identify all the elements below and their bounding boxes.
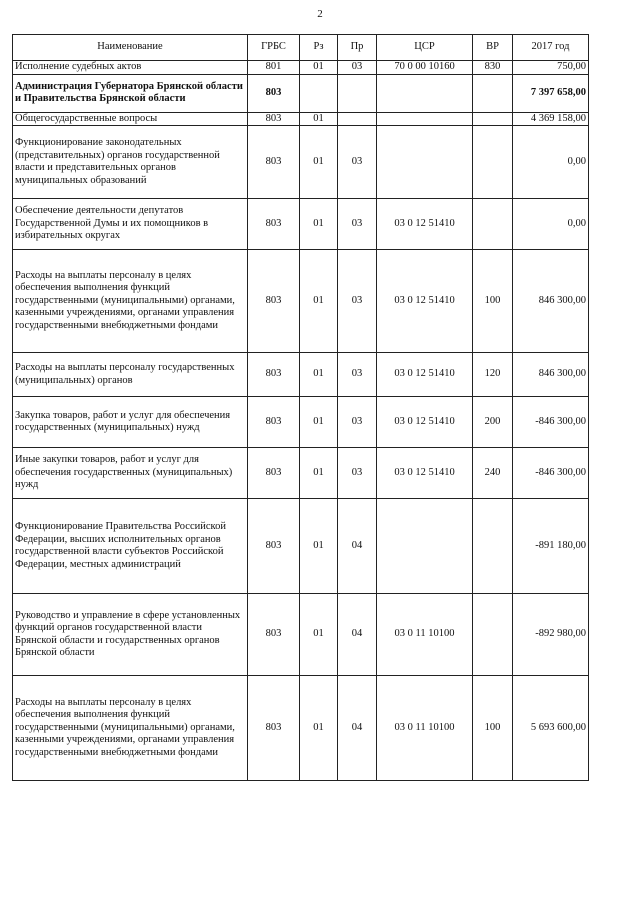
budget-table: [12, 34, 589, 781]
row-rz: [300, 74, 338, 112]
row-amount: 750,00: [513, 61, 589, 75]
header-csr: ЦСР: [377, 35, 473, 61]
row-name: Расходы на выплаты персоналу в целях обеспечения выполнения функций государственными (муниципальными) органами, казенными учреждениями, органами управления государственными внебюджетными фондами: [13, 676, 248, 781]
row-pr: 03: [338, 199, 377, 250]
header-rz: Рз: [300, 35, 338, 61]
row-vr: 830: [473, 61, 513, 75]
row-rz: 01: [300, 250, 338, 353]
row-pr: 03: [338, 353, 377, 397]
row-amount: 4 369 158,00: [513, 112, 589, 126]
row-grbs: 803: [248, 126, 300, 199]
row-vr: [473, 112, 513, 126]
table-row: [13, 199, 589, 250]
table-header-row: [13, 35, 589, 61]
row-amount: -846 300,00: [513, 448, 589, 499]
row-pr: 03: [338, 250, 377, 353]
row-pr: 04: [338, 499, 377, 594]
table-row: [13, 353, 589, 397]
row-name: Функционирование Правительства Российской Федерации, высших исполнительных органов государственной власти субъектов Российской Федерации, местных администраций: [13, 499, 248, 594]
row-pr: [338, 74, 377, 112]
row-grbs: 803: [248, 448, 300, 499]
row-amount: -891 180,00: [513, 499, 589, 594]
row-pr: 03: [338, 61, 377, 75]
row-vr: 200: [473, 397, 513, 448]
header-name: Наименование: [13, 35, 248, 61]
table-row: [13, 74, 589, 112]
row-vr: 100: [473, 250, 513, 353]
row-amount: 846 300,00: [513, 250, 589, 353]
row-csr: 03 0 12 51410: [377, 397, 473, 448]
table-row: [13, 112, 589, 126]
row-grbs: 801: [248, 61, 300, 75]
row-amount: -892 980,00: [513, 594, 589, 676]
row-name: Администрация Губернатора Брянской области и Правительства Брянской области: [13, 74, 248, 112]
row-name: Иные закупки товаров, работ и услуг для обеспечения государственных (муниципальных) нужд: [13, 448, 248, 499]
row-pr: [338, 112, 377, 126]
row-name: Расходы на выплаты персоналу государственных (муниципальных) органов: [13, 353, 248, 397]
row-rz: 01: [300, 353, 338, 397]
row-rz: 01: [300, 499, 338, 594]
row-rz: 01: [300, 126, 338, 199]
row-pr: 04: [338, 594, 377, 676]
row-rz: 01: [300, 199, 338, 250]
row-grbs: 803: [248, 250, 300, 353]
row-name: Закупка товаров, работ и услуг для обеспечения государственных (муниципальных) нужд: [13, 397, 248, 448]
row-vr: [473, 594, 513, 676]
row-rz: 01: [300, 112, 338, 126]
row-csr: 03 0 12 51410: [377, 448, 473, 499]
row-pr: 03: [338, 397, 377, 448]
row-vr: [473, 199, 513, 250]
row-vr: 120: [473, 353, 513, 397]
header-pr: Пр: [338, 35, 377, 61]
table-row: [13, 499, 589, 594]
row-amount: 0,00: [513, 126, 589, 199]
header-year: 2017 год: [513, 35, 589, 61]
table-row: [13, 61, 589, 75]
row-amount: -846 300,00: [513, 397, 589, 448]
table-row: [13, 397, 589, 448]
row-csr: [377, 126, 473, 199]
row-amount: 7 397 658,00: [513, 74, 589, 112]
row-vr: 100: [473, 676, 513, 781]
row-grbs: 803: [248, 676, 300, 781]
row-pr: 04: [338, 676, 377, 781]
row-grbs: 803: [248, 112, 300, 126]
row-pr: 03: [338, 126, 377, 199]
table-row: [13, 126, 589, 199]
header-vr: ВР: [473, 35, 513, 61]
row-csr: 70 0 00 10160: [377, 61, 473, 75]
row-amount: 0,00: [513, 199, 589, 250]
row-csr: 03 0 11 10100: [377, 676, 473, 781]
row-vr: [473, 74, 513, 112]
row-pr: 03: [338, 448, 377, 499]
row-name: Общегосударственные вопросы: [13, 112, 248, 126]
row-csr: 03 0 12 51410: [377, 199, 473, 250]
row-grbs: 803: [248, 499, 300, 594]
row-rz: 01: [300, 594, 338, 676]
row-csr: 03 0 11 10100: [377, 594, 473, 676]
row-csr: 03 0 12 51410: [377, 353, 473, 397]
header-grbs: ГРБС: [248, 35, 300, 61]
row-csr: [377, 74, 473, 112]
table-row: [13, 594, 589, 676]
row-grbs: 803: [248, 353, 300, 397]
row-rz: 01: [300, 61, 338, 75]
row-vr: 240: [473, 448, 513, 499]
row-vr: [473, 499, 513, 594]
row-amount: 5 693 600,00: [513, 676, 589, 781]
row-rz: 01: [300, 397, 338, 448]
row-grbs: 803: [248, 397, 300, 448]
row-grbs: 803: [248, 199, 300, 250]
row-name: Обеспечение деятельности депутатов Государственной Думы и их помощников в избирательных округах: [13, 199, 248, 250]
row-name: Руководство и управление в сфере установленных функций органов государственной власти Брянской области и государственных органов Брянской области: [13, 594, 248, 676]
table-row: [13, 250, 589, 353]
row-amount: 846 300,00: [513, 353, 589, 397]
row-rz: 01: [300, 448, 338, 499]
row-name: Исполнение судебных актов: [13, 61, 248, 75]
row-name: Расходы на выплаты персоналу в целях обеспечения выполнения функций государственными (муниципальными) органами, казенными учреждениями, органами управления государственными внебюджетными фондами: [13, 250, 248, 353]
page-number: 2: [317, 8, 323, 20]
row-rz: 01: [300, 676, 338, 781]
table-row: [13, 676, 589, 781]
row-csr: 03 0 12 51410: [377, 250, 473, 353]
table-row: [13, 448, 589, 499]
row-grbs: 803: [248, 594, 300, 676]
row-grbs: 803: [248, 74, 300, 112]
row-name: Функционирование законодательных (представительных) органов государственной власти и представительных органов муниципальных образований: [13, 126, 248, 199]
row-csr: [377, 112, 473, 126]
row-csr: [377, 499, 473, 594]
row-vr: [473, 126, 513, 199]
